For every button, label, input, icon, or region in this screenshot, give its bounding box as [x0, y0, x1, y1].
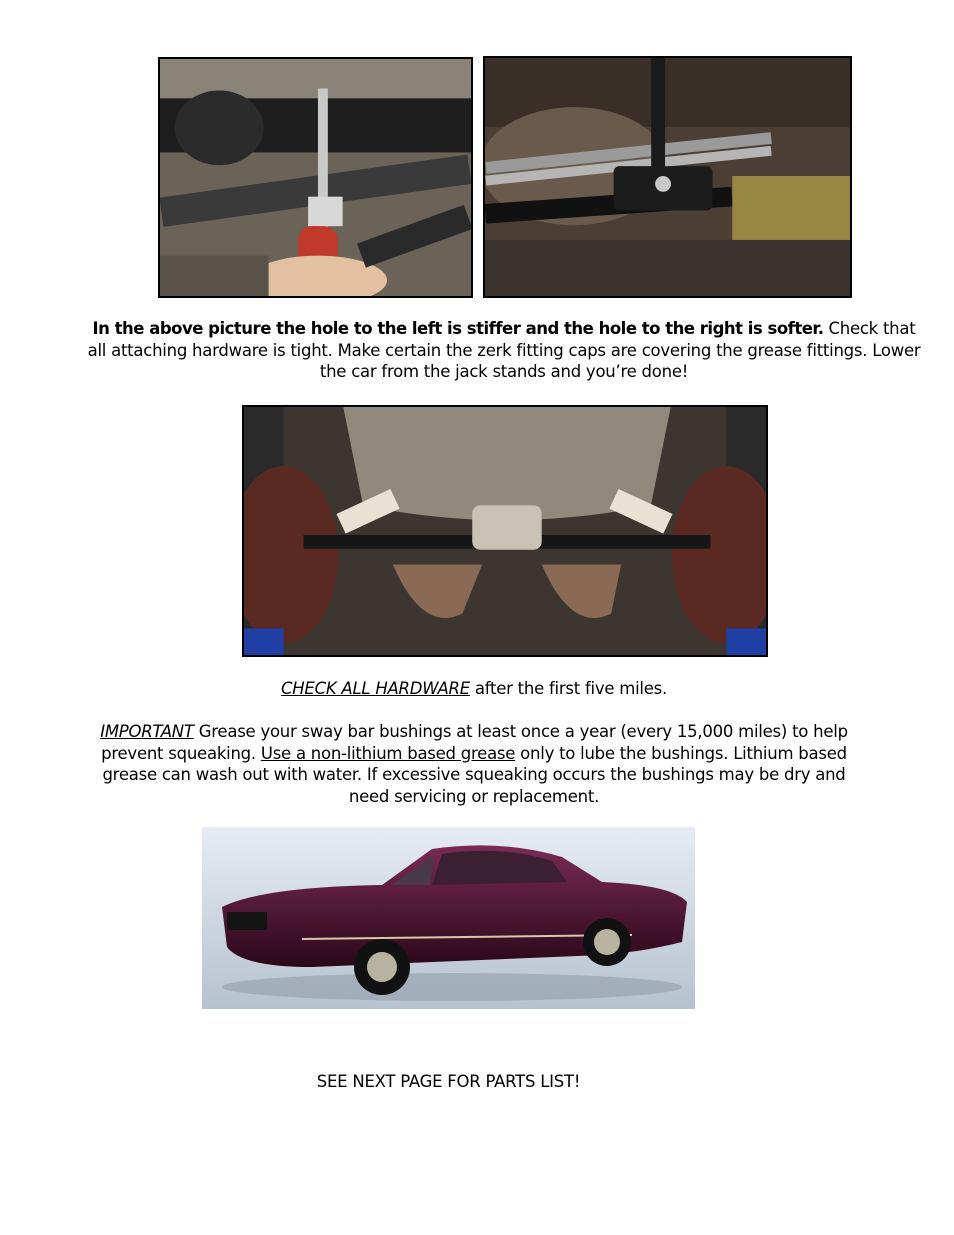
- instruction-paragraph-3: [86, 721, 862, 807]
- grease-text-b: only to lube the bushings. Lithium based grease can wash out with water. If excessive squeaking occurs the bushings may be dry and need servicing or replacement.: [102, 743, 847, 806]
- instruction-paragraph-2: [86, 678, 862, 700]
- purple-classic-car-photo: [202, 827, 695, 1009]
- suspension-linkage-photo: [158, 57, 473, 298]
- leaf-spring-bracket-photo: [483, 56, 852, 298]
- instruction-text: Check that all attaching hardware is tight. Make certain the zerk fitting caps are covering the grease fittings. Lower the car from the jack stands and you’re done!: [87, 319, 921, 381]
- check-hardware-text: after the first five miles.: [469, 679, 668, 698]
- important-emphasis: IMPORTANT: [100, 722, 194, 741]
- undercarriage-sway-bar-photo: [242, 405, 768, 657]
- adjustment-note-bold: In the above picture the hole to the left is stiffer and the hole to the right is softer.: [92, 319, 824, 338]
- parts-list-note: SEE NEXT PAGE FOR PARTS LIST!: [316, 1072, 581, 1091]
- instruction-paragraph-1: [86, 318, 922, 383]
- grease-underlined: Use a non-lithium based grease: [260, 743, 516, 763]
- check-hardware-emphasis: CHECK ALL HARDWARE: [280, 679, 470, 698]
- grease-text-a: Grease your sway bar bushings at least once a year (every 15,000 miles) to help prevent squeaking.: [101, 722, 848, 763]
